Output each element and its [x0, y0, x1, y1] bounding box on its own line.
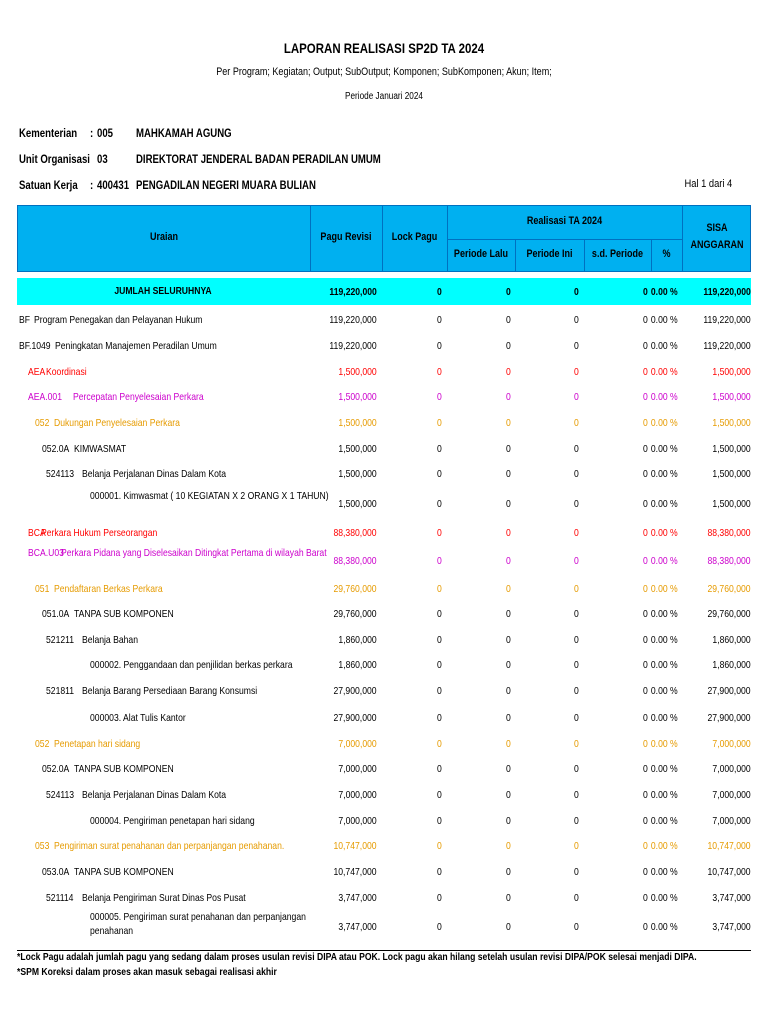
- row-ini: 0: [574, 866, 579, 878]
- row-pct: 0.00 %: [651, 391, 678, 403]
- row-label: TANPA SUB KOMPONEN: [74, 763, 174, 775]
- row-sd: 0: [643, 738, 648, 750]
- row-sd: 0: [643, 417, 648, 429]
- row-pct: 0.00 %: [651, 712, 678, 724]
- row-label: Belanja Perjalanan Dinas Dalam Kota: [82, 468, 227, 480]
- total-pagu: 119,220,000: [329, 286, 377, 298]
- row-lock: 0: [437, 417, 442, 429]
- row-lalu: 0: [506, 314, 511, 326]
- row-sisa: 7,000,000: [712, 763, 751, 775]
- row-pct: 0.00 %: [651, 340, 678, 352]
- table-row: [0, 340, 768, 360]
- row-code: 052: [35, 417, 50, 429]
- table-header: [17, 205, 751, 272]
- row-label: Belanja Perjalanan Dinas Dalam Kota: [82, 789, 227, 801]
- row-pagu: 29,760,000: [333, 608, 377, 620]
- row-lock: 0: [437, 763, 442, 775]
- row-pct: 0.00 %: [651, 840, 678, 852]
- row-lalu: 0: [506, 866, 511, 878]
- row-pct: 0.00 %: [651, 366, 678, 378]
- row-label: Belanja Bahan: [82, 634, 139, 646]
- row-code: BF.1049: [19, 340, 51, 352]
- row-pct: 0.00 %: [651, 608, 678, 620]
- footnote-spm: *SPM Koreksi dalam proses akan masuk sebagai realisasi akhir: [17, 966, 277, 978]
- row-code: 053.0A: [42, 866, 70, 878]
- row-pct: 0.00 %: [651, 314, 678, 326]
- row-lock: 0: [437, 815, 442, 827]
- row-pagu: 119,220,000: [329, 340, 377, 352]
- row-ini: 0: [574, 527, 579, 539]
- row-label: 000002. Penggandaan dan penjilidan berkas perkara: [90, 659, 293, 671]
- row-ini: 0: [574, 840, 579, 852]
- row-ini: 0: [574, 608, 579, 620]
- row-pagu: 10,747,000: [333, 866, 377, 878]
- row-code: AEA.001: [28, 391, 62, 403]
- row-sd: 0: [643, 866, 648, 878]
- row-code: 052: [35, 738, 50, 750]
- row-lalu: 0: [506, 527, 511, 539]
- row-sisa: 27,900,000: [707, 712, 751, 724]
- report-subtitle: Per Program; Kegiatan; Output; SubOutput; Komponen; SubKomponen; Akun; Item;: [216, 66, 552, 78]
- col-sisa-anggaran: ANGGARAN: [690, 239, 744, 251]
- row-sisa: 119,220,000: [703, 314, 751, 326]
- row-pagu: 29,760,000: [333, 583, 377, 595]
- row-code: 052.0A: [42, 443, 70, 455]
- row-pagu: 1,500,000: [338, 443, 377, 455]
- row-lock: 0: [437, 366, 442, 378]
- row-sisa: 88,380,000: [707, 527, 751, 539]
- row-ini: 0: [574, 738, 579, 750]
- row-pct: 0.00 %: [651, 498, 678, 510]
- row-label: Peningkatan Manajemen Peradilan Umum: [55, 340, 217, 352]
- row-sd: 0: [643, 555, 648, 567]
- table-row: [0, 417, 768, 437]
- row-lock: 0: [437, 555, 442, 567]
- row-sisa: 27,900,000: [707, 685, 751, 697]
- row-label: Pendaftaran Berkas Perkara: [54, 583, 163, 595]
- row-pagu: 10,747,000: [333, 840, 377, 852]
- row-ini: 0: [574, 583, 579, 595]
- total-label: JUMLAH SELURUHNYA: [114, 285, 212, 297]
- row-sd: 0: [643, 921, 648, 933]
- row-lalu: 0: [506, 892, 511, 904]
- row-pct: 0.00 %: [651, 468, 678, 480]
- row-pagu: 7,000,000: [338, 763, 377, 775]
- row-ini: 0: [574, 340, 579, 352]
- table-row: [0, 490, 768, 510]
- row-pct: 0.00 %: [651, 634, 678, 646]
- row-pct: 0.00 %: [651, 417, 678, 429]
- row-sisa: 3,747,000: [712, 892, 751, 904]
- table-row: [0, 763, 768, 783]
- row-lock: 0: [437, 659, 442, 671]
- table-row: [0, 583, 768, 603]
- row-ini: 0: [574, 391, 579, 403]
- row-lalu: 0: [506, 659, 511, 671]
- row-lalu: 0: [506, 712, 511, 724]
- col-lock-pagu: Lock Pagu: [391, 231, 438, 243]
- row-sd: 0: [643, 366, 648, 378]
- row-sd: 0: [643, 789, 648, 801]
- row-pagu: 1,860,000: [338, 634, 377, 646]
- row-label-continued: penahanan: [90, 925, 134, 937]
- total-lock: 0: [437, 286, 442, 298]
- row-lalu: 0: [506, 815, 511, 827]
- row-sisa: 119,220,000: [703, 340, 751, 352]
- row-ini: 0: [574, 314, 579, 326]
- row-ini: 0: [574, 685, 579, 697]
- unit-label: Unit Organisasi: [19, 152, 90, 166]
- row-sisa: 1,500,000: [712, 443, 751, 455]
- row-sd: 0: [643, 685, 648, 697]
- kementerian-label: Kementerian: [19, 126, 78, 140]
- row-pct: 0.00 %: [651, 443, 678, 455]
- row-lock: 0: [437, 685, 442, 697]
- row-lock: 0: [437, 921, 442, 933]
- row-code: AEA: [28, 366, 46, 378]
- kementerian-sep: :: [90, 126, 94, 140]
- row-lalu: 0: [506, 608, 511, 620]
- table-row: [0, 789, 768, 809]
- row-sisa: 88,380,000: [707, 555, 751, 567]
- row-lalu: 0: [506, 685, 511, 697]
- row-pct: 0.00 %: [651, 583, 678, 595]
- row-lock: 0: [437, 314, 442, 326]
- row-lock: 0: [437, 866, 442, 878]
- row-label: Percepatan Penyelesaian Perkara: [73, 391, 204, 403]
- total-row: [17, 278, 751, 305]
- row-sisa: 1,500,000: [712, 366, 751, 378]
- row-label: 000003. Alat Tulis Kantor: [90, 712, 186, 724]
- row-code: 052.0A: [42, 763, 70, 775]
- row-sd: 0: [643, 659, 648, 671]
- row-pct: 0.00 %: [651, 527, 678, 539]
- row-label: Penetapan hari sidang: [54, 738, 141, 750]
- row-lalu: 0: [506, 468, 511, 480]
- row-ini: 0: [574, 659, 579, 671]
- row-label: Belanja Barang Persediaan Barang Konsumsi: [82, 685, 258, 697]
- col-sisa: SISA: [706, 222, 728, 234]
- row-label: Perkara Hukum Perseorangan: [41, 527, 158, 539]
- row-sisa: 1,500,000: [712, 498, 751, 510]
- row-ini: 0: [574, 789, 579, 801]
- table-row: [0, 608, 768, 628]
- row-lock: 0: [437, 840, 442, 852]
- row-sisa: 10,747,000: [707, 866, 751, 878]
- row-sisa: 1,860,000: [712, 634, 751, 646]
- row-pagu: 27,900,000: [333, 712, 377, 724]
- row-lalu: 0: [506, 366, 511, 378]
- row-sisa: 7,000,000: [712, 789, 751, 801]
- total-ini: 0: [574, 286, 579, 298]
- row-label: Dukungan Penyelesaian Perkara: [54, 417, 180, 429]
- row-pagu: 119,220,000: [329, 314, 377, 326]
- table-row: [0, 712, 768, 732]
- table-row: [0, 366, 768, 386]
- row-lock: 0: [437, 391, 442, 403]
- row-pct: 0.00 %: [651, 763, 678, 775]
- row-pagu: 1,500,000: [338, 468, 377, 480]
- row-pagu: 88,380,000: [333, 555, 377, 567]
- row-lock: 0: [437, 892, 442, 904]
- table-row: [0, 866, 768, 886]
- table-row: [0, 391, 768, 411]
- row-sd: 0: [643, 391, 648, 403]
- row-code: 521811: [46, 685, 75, 697]
- row-lalu: 0: [506, 763, 511, 775]
- row-ini: 0: [574, 634, 579, 646]
- row-pagu: 3,747,000: [338, 892, 377, 904]
- table-row: [0, 527, 768, 547]
- table-row: [0, 738, 768, 758]
- satker-sep: :: [90, 178, 94, 192]
- row-lock: 0: [437, 527, 442, 539]
- row-ini: 0: [574, 892, 579, 904]
- row-label: TANPA SUB KOMPONEN: [74, 866, 174, 878]
- row-sisa: 1,500,000: [712, 391, 751, 403]
- row-lalu: 0: [506, 498, 511, 510]
- satker-name: PENGADILAN NEGERI MUARA BULIAN: [136, 178, 316, 192]
- row-code: 524113: [46, 789, 75, 801]
- row-label: Pengiriman surat penahanan dan perpanjangan penahanan.: [54, 840, 285, 852]
- row-pct: 0.00 %: [651, 685, 678, 697]
- row-pagu: 7,000,000: [338, 738, 377, 750]
- row-pagu: 88,380,000: [333, 527, 377, 539]
- table-row: [0, 685, 768, 705]
- row-lalu: 0: [506, 738, 511, 750]
- row-ini: 0: [574, 712, 579, 724]
- row-sd: 0: [643, 634, 648, 646]
- table-row: [0, 911, 768, 937]
- row-pct: 0.00 %: [651, 789, 678, 801]
- row-lalu: 0: [506, 840, 511, 852]
- row-label: Koordinasi: [46, 366, 87, 378]
- footnote-lock-pagu: *Lock Pagu adalah jumlah pagu yang sedang dalam proses usulan revisi DIPA atau POK. Lock pagu akan hilang setelah usulan revisi DIPA/POK selesai menjadi DIPA.: [17, 951, 697, 963]
- row-sisa: 29,760,000: [707, 608, 751, 620]
- row-lock: 0: [437, 789, 442, 801]
- row-pct: 0.00 %: [651, 921, 678, 933]
- row-lalu: 0: [506, 583, 511, 595]
- total-lalu: 0: [506, 286, 511, 298]
- table-row: [0, 547, 768, 567]
- row-sd: 0: [643, 840, 648, 852]
- row-ini: 0: [574, 815, 579, 827]
- row-sisa: 1,500,000: [712, 468, 751, 480]
- row-sd: 0: [643, 527, 648, 539]
- row-sd: 0: [643, 314, 648, 326]
- row-sisa: 10,747,000: [707, 840, 751, 852]
- row-lock: 0: [437, 712, 442, 724]
- row-sd: 0: [643, 892, 648, 904]
- row-lock: 0: [437, 443, 442, 455]
- kementerian-name: MAHKAMAH AGUNG: [136, 126, 232, 140]
- satker-code: 400431: [97, 178, 130, 192]
- row-code: BCA.U03: [28, 547, 64, 559]
- row-sd: 0: [643, 712, 648, 724]
- table-row: [0, 468, 768, 488]
- table-row: [0, 892, 768, 912]
- row-sisa: 7,000,000: [712, 815, 751, 827]
- col-sd-periode: s.d. Periode: [591, 248, 644, 260]
- row-label: Program Penegakan dan Pelayanan Hukum: [34, 314, 203, 326]
- unit-name: DIREKTORAT JENDERAL BADAN PERADILAN UMUM: [136, 152, 381, 166]
- col-percent: %: [662, 248, 671, 260]
- row-ini: 0: [574, 366, 579, 378]
- report-period: Periode Januari 2024: [345, 91, 423, 102]
- row-pct: 0.00 %: [651, 659, 678, 671]
- row-lock: 0: [437, 634, 442, 646]
- row-sd: 0: [643, 815, 648, 827]
- row-ini: 0: [574, 921, 579, 933]
- table-row: [0, 443, 768, 463]
- row-pct: 0.00 %: [651, 892, 678, 904]
- table-row: [0, 314, 768, 334]
- table-row: [0, 840, 768, 860]
- row-code: 053: [35, 840, 50, 852]
- col-uraian: Uraian: [149, 231, 179, 243]
- col-pagu-revisi: Pagu Revisi: [320, 231, 372, 243]
- row-pagu: 1,500,000: [338, 366, 377, 378]
- row-code: 051: [35, 583, 50, 595]
- row-code: BF: [19, 314, 31, 326]
- row-pct: 0.00 %: [651, 738, 678, 750]
- row-lock: 0: [437, 608, 442, 620]
- row-pct: 0.00 %: [651, 815, 678, 827]
- row-pagu: 7,000,000: [338, 815, 377, 827]
- row-lock: 0: [437, 468, 442, 480]
- row-lalu: 0: [506, 417, 511, 429]
- table-row: [0, 634, 768, 654]
- row-lalu: 0: [506, 921, 511, 933]
- row-ini: 0: [574, 763, 579, 775]
- row-sd: 0: [643, 498, 648, 510]
- row-lock: 0: [437, 498, 442, 510]
- table-row: [0, 815, 768, 835]
- row-ini: 0: [574, 555, 579, 567]
- row-lock: 0: [437, 340, 442, 352]
- row-sisa: 1,500,000: [712, 417, 751, 429]
- total-sd: 0: [643, 286, 648, 298]
- row-label: 000001. Kimwasmat ( 10 KEGIATAN X 2 ORANG X 1 TAHUN): [90, 490, 329, 502]
- row-sisa: 7,000,000: [712, 738, 751, 750]
- satker-label: Satuan Kerja: [19, 178, 78, 192]
- row-label: Belanja Pengiriman Surat Dinas Pos Pusat: [82, 892, 246, 904]
- row-ini: 0: [574, 498, 579, 510]
- row-ini: 0: [574, 417, 579, 429]
- row-sisa: 29,760,000: [707, 583, 751, 595]
- kementerian-code: 005: [97, 126, 114, 140]
- row-ini: 0: [574, 443, 579, 455]
- col-realisasi: Realisasi TA 2024: [526, 215, 603, 227]
- row-pct: 0.00 %: [651, 866, 678, 878]
- row-pagu: 7,000,000: [338, 789, 377, 801]
- row-lock: 0: [437, 738, 442, 750]
- unit-code: 03: [97, 152, 108, 166]
- row-sisa: 3,747,000: [712, 921, 751, 933]
- row-pagu: 3,747,000: [338, 921, 377, 933]
- row-sisa: 1,860,000: [712, 659, 751, 671]
- row-sd: 0: [643, 443, 648, 455]
- row-label: Perkara Pidana yang Diselesaikan Ditingkat Pertama di wilayah Barat: [61, 547, 327, 559]
- row-sd: 0: [643, 763, 648, 775]
- row-label: 000005. Pengiriman surat penahanan dan perpanjangan: [90, 911, 306, 923]
- row-ini: 0: [574, 468, 579, 480]
- row-lock: 0: [437, 583, 442, 595]
- row-pagu: 1,500,000: [338, 498, 377, 510]
- row-code: 521114: [46, 892, 74, 904]
- row-sd: 0: [643, 608, 648, 620]
- col-periode-lalu: Periode Lalu: [453, 248, 509, 260]
- row-code: 051.0A: [42, 608, 70, 620]
- row-pagu: 27,900,000: [333, 685, 377, 697]
- total-pct: 0.00 %: [651, 286, 678, 298]
- row-code: 521211: [46, 634, 75, 646]
- row-label: TANPA SUB KOMPONEN: [74, 608, 174, 620]
- row-lalu: 0: [506, 340, 511, 352]
- report-title: LAPORAN REALISASI SP2D TA 2024: [283, 40, 485, 56]
- row-sd: 0: [643, 468, 648, 480]
- row-pagu: 1,500,000: [338, 417, 377, 429]
- row-sd: 0: [643, 340, 648, 352]
- row-code: 524113: [46, 468, 75, 480]
- row-lalu: 0: [506, 443, 511, 455]
- col-periode-ini: Periode Ini: [526, 248, 573, 260]
- row-lalu: 0: [506, 789, 511, 801]
- table-row: [0, 659, 768, 679]
- row-lalu: 0: [506, 555, 511, 567]
- total-sisa: 119,220,000: [703, 286, 751, 298]
- row-label: KIMWASMAT: [74, 443, 127, 455]
- row-sd: 0: [643, 583, 648, 595]
- row-pagu: 1,860,000: [338, 659, 377, 671]
- row-label: 000004. Pengiriman penetapan hari sidang: [90, 815, 255, 827]
- row-pct: 0.00 %: [651, 555, 678, 567]
- row-pagu: 1,500,000: [338, 391, 377, 403]
- row-lalu: 0: [506, 634, 511, 646]
- row-code: BCA: [28, 527, 46, 539]
- row-lalu: 0: [506, 391, 511, 403]
- page-indicator: Hal 1 dari 4: [684, 178, 732, 190]
